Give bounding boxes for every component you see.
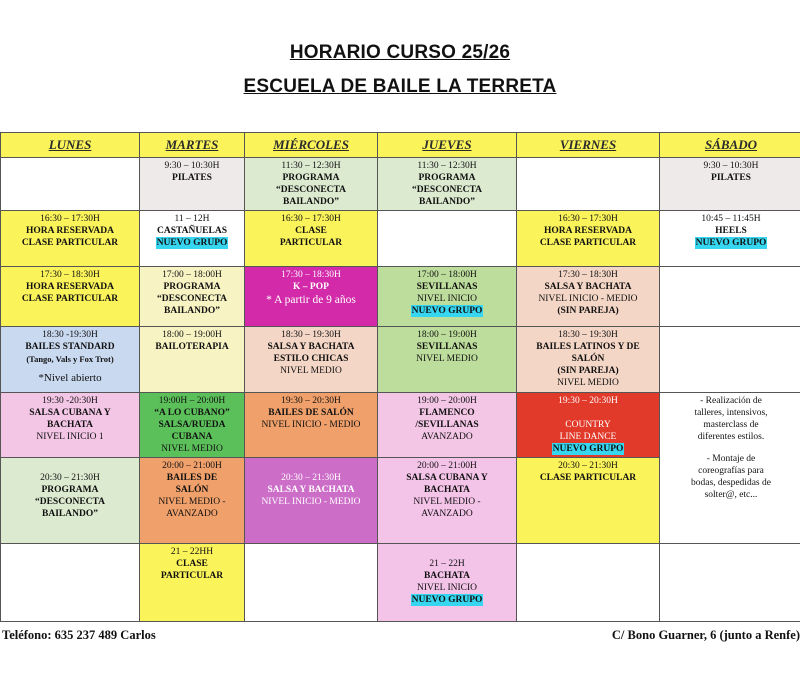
class-level: AVANZADO <box>166 509 218 519</box>
class-time: 18:00 – 19:00H <box>162 330 222 340</box>
class-cell <box>517 211 660 267</box>
class-cell <box>245 393 378 458</box>
class-name: BAILES STANDARD <box>25 342 115 352</box>
class-name: HORA RESERVADA <box>26 226 114 236</box>
class-level: NIVEL MEDIO - <box>413 497 481 507</box>
class-cell <box>140 211 245 267</box>
class-time: 20:30 – 21:30H <box>558 461 618 471</box>
class-name: PROGRAMA <box>163 282 221 292</box>
class-cell <box>1 211 140 267</box>
class-name: K – POP <box>293 282 329 292</box>
new-group-badge: NUEVO GRUPO <box>411 595 483 605</box>
class-time: 17:30 – 18:30H <box>281 270 341 280</box>
class-name: BACHATA <box>46 420 94 430</box>
class-time: 20:00 – 21:00H <box>417 461 477 471</box>
class-level: NIVEL MEDIO <box>416 354 478 364</box>
class-cell <box>245 267 378 327</box>
class-note: * A partir de 9 años <box>266 294 356 306</box>
class-time: 19:30 -20:30H <box>42 396 98 406</box>
class-time: 18:30 – 19:30H <box>281 330 341 340</box>
class-note: *Nivel abierto <box>38 372 102 384</box>
note-line: bodas, despedidas de <box>691 478 771 488</box>
schedule-row <box>1 393 800 458</box>
note-line: coreografías para <box>698 466 764 476</box>
class-name: CLASE PARTICULAR <box>21 238 119 248</box>
class-cell <box>378 458 517 544</box>
class-time: 17:00 – 18:00H <box>417 270 477 280</box>
class-time: 16:30 – 17:30H <box>281 214 341 224</box>
class-name: SALSA/RUEDA <box>158 420 226 430</box>
class-name: CUBANA <box>171 432 213 442</box>
class-time: 21 – 22HH <box>170 547 214 557</box>
class-name: PARTICULAR <box>160 571 224 581</box>
class-name: PILATES <box>172 173 212 183</box>
class-time: 20:30 – 21:30H <box>40 473 100 483</box>
class-name: BAILANDO” <box>419 197 475 207</box>
class-name: LINE DANCE <box>559 432 617 442</box>
class-time: 16:30 – 17:30H <box>40 214 100 224</box>
class-time: 17:30 – 18:30H <box>40 270 100 280</box>
class-level: NIVEL INICIO 1 <box>36 432 104 442</box>
footer-phone: Teléfono: 635 237 489 Carlos <box>2 628 156 642</box>
class-cell <box>245 327 378 393</box>
empty-cell <box>245 544 378 622</box>
empty-cell <box>378 211 517 267</box>
class-cell <box>245 158 378 211</box>
note-line: talleres, intensivos, <box>694 408 768 418</box>
class-name: SALÓN <box>175 485 209 495</box>
class-name: PROGRAMA <box>418 173 476 183</box>
class-time: 18:30 -19:30H <box>42 330 98 340</box>
class-name: BACHATA <box>423 485 471 495</box>
class-name: CLASE PARTICULAR <box>539 473 637 483</box>
schedule-row <box>1 267 800 327</box>
empty-cell <box>660 267 800 327</box>
class-name: /SEVILLANAS <box>415 420 479 430</box>
class-name: SALSA Y BACHATA <box>267 342 355 352</box>
class-time: 11:30 – 12:30H <box>281 161 341 171</box>
class-name: PROGRAMA <box>282 173 340 183</box>
class-level: NIVEL INICIO <box>416 294 478 304</box>
day-header-martes: MARTES <box>140 133 245 158</box>
class-time: 19:30 – 20:30H <box>281 396 341 406</box>
schedule-row <box>1 544 800 622</box>
class-name: SEVILLANAS <box>416 342 478 352</box>
class-level: NIVEL INICIO - MEDIO <box>261 497 361 507</box>
class-name: FLAMENCO <box>419 408 475 418</box>
class-name: BAILES LATINOS Y DE <box>536 342 640 352</box>
class-name: CLASE <box>176 559 208 569</box>
class-cell <box>378 393 517 458</box>
class-name: BACHATA <box>423 571 471 581</box>
class-time: 11 – 12H <box>174 214 210 224</box>
class-cell <box>517 458 660 544</box>
new-group-badge: NUEVO GRUPO <box>156 238 228 248</box>
class-cell <box>245 458 378 544</box>
class-name: SALÓN <box>571 354 605 364</box>
schedule-table <box>0 132 800 622</box>
saturday-notes <box>660 393 800 544</box>
class-name: PILATES <box>711 173 751 183</box>
day-header-viernes: VIERNES <box>517 133 660 158</box>
schedule-title: HORARIO CURSO 25/26 <box>289 42 511 63</box>
class-name: BAILANDO” <box>283 197 339 207</box>
class-time: 21 – 22H <box>429 559 465 569</box>
class-time: 20:00 – 21:00H <box>162 461 222 471</box>
class-cell <box>140 158 245 211</box>
class-cell <box>660 211 800 267</box>
note-line: diferentes estilos. <box>697 432 765 442</box>
class-level: NIVEL INICIO <box>416 583 478 593</box>
note-line: - Montaje de <box>706 454 756 464</box>
empty-cell <box>660 544 800 622</box>
class-cell <box>140 327 245 393</box>
class-name: BAILANDO” <box>164 306 220 316</box>
note-line: solter@, etc... <box>704 490 758 500</box>
class-time: 19:30 – 20:30H <box>558 396 618 406</box>
class-level: NIVEL MEDIO - <box>158 497 226 507</box>
class-cell <box>378 327 517 393</box>
empty-cell <box>517 544 660 622</box>
class-name: SEVILLANAS <box>416 282 478 292</box>
class-name: CLASE PARTICULAR <box>539 238 637 248</box>
empty-cell <box>660 327 800 393</box>
note-line: masterclass de <box>703 420 759 430</box>
class-subtitle: (Tango, Vals y Fox Trot) <box>26 354 114 364</box>
empty-cell <box>1 158 140 211</box>
footer-address: C/ Bono Guarner, 6 (junto a Renfe) <box>611 628 800 642</box>
class-name: BAILANDO” <box>42 509 98 519</box>
class-time: 10:45 – 11:45H <box>701 214 761 224</box>
class-name: “DESCONECTA <box>275 185 347 195</box>
day-header-sabado: SÁBADO <box>660 133 800 158</box>
new-group-badge: NUEVO GRUPO <box>695 238 767 248</box>
class-name: COUNTRY <box>565 420 611 430</box>
class-cell <box>378 544 517 622</box>
class-name: CLASE PARTICULAR <box>21 294 119 304</box>
class-name: “A LO CUBANO” <box>154 408 230 418</box>
class-level: NIVEL MEDIO <box>557 378 619 388</box>
class-time: 16:30 – 17:30H <box>558 214 618 224</box>
class-level: NIVEL MEDIO <box>161 444 223 454</box>
day-header-row <box>1 133 800 158</box>
class-name: SALSA CUBANA Y <box>406 473 488 483</box>
class-name: PARTICULAR <box>279 238 343 248</box>
class-cell <box>140 458 245 544</box>
class-cell <box>660 158 800 211</box>
class-name: HORA RESERVADA <box>26 282 114 292</box>
class-level: AVANZADO <box>421 509 473 519</box>
class-name: ESTILO CHICAS <box>273 354 349 364</box>
class-level: NIVEL INICIO - MEDIO <box>261 420 361 430</box>
class-time: 9:30 – 10:30H <box>703 161 759 171</box>
class-cell <box>1 267 140 327</box>
schedule-row <box>1 211 800 267</box>
class-cell <box>140 267 245 327</box>
class-cell <box>1 458 140 544</box>
class-time: 19:00H – 20:00H <box>158 396 226 406</box>
class-time: 18:30 – 19:30H <box>558 330 618 340</box>
class-name: BAILES DE SALÓN <box>268 408 354 418</box>
class-time: 17:30 – 18:30H <box>558 270 618 280</box>
class-time: 9:30 – 10:30H <box>164 161 220 171</box>
day-header-lunes: LUNES <box>1 133 140 158</box>
empty-cell <box>1 544 140 622</box>
class-name: “DESCONECTA <box>156 294 228 304</box>
class-cell <box>140 544 245 622</box>
class-time: 18:00 – 19:00H <box>417 330 477 340</box>
class-extra: (SIN PAREJA) <box>557 366 619 376</box>
class-name: SALSA Y BACHATA <box>544 282 632 292</box>
class-time: 11:30 – 12:30H <box>417 161 477 171</box>
class-name: “DESCONECTA <box>411 185 483 195</box>
class-name: PROGRAMA <box>41 485 99 495</box>
class-cell <box>517 267 660 327</box>
class-level: AVANZADO <box>421 432 473 442</box>
class-extra: (SIN PAREJA) <box>557 306 619 316</box>
day-header-miercoles: MIÉRCOLES <box>245 133 378 158</box>
note-line: - Realización de <box>700 396 762 406</box>
class-name: SALSA CUBANA Y <box>29 408 111 418</box>
empty-cell <box>517 158 660 211</box>
class-name: BAILES DE <box>166 473 218 483</box>
class-name: HORA RESERVADA <box>544 226 632 236</box>
class-name: CLASE <box>295 226 327 236</box>
class-cell <box>140 393 245 458</box>
school-name: ESCUELA DE BAILE LA TERRETA <box>243 76 557 97</box>
class-name: HEELS <box>715 226 747 236</box>
class-name: CASTAÑUELAS <box>156 226 228 236</box>
new-group-badge: NUEVO GRUPO <box>411 306 483 316</box>
new-group-badge: NUEVO GRUPO <box>552 444 624 454</box>
class-name: SALSA Y BACHATA <box>267 485 355 495</box>
class-level: NIVEL MEDIO <box>280 366 342 376</box>
class-cell <box>1 393 140 458</box>
class-cell <box>517 327 660 393</box>
class-time: 20:30 – 21:30H <box>281 473 341 483</box>
class-cell <box>378 158 517 211</box>
class-time: 19:00 – 20:00H <box>417 396 477 406</box>
schedule-row <box>1 327 800 393</box>
class-name: BAILOTERAPIA <box>155 342 229 352</box>
class-cell <box>1 327 140 393</box>
class-cell <box>517 393 660 458</box>
class-cell <box>245 211 378 267</box>
class-name: “DESCONECTA <box>34 497 106 507</box>
day-header-jueves: JUEVES <box>378 133 517 158</box>
class-level: NIVEL INICIO - MEDIO <box>538 294 638 304</box>
schedule-row <box>1 158 800 211</box>
class-time: 17:00 – 18:00H <box>162 270 222 280</box>
class-cell <box>378 267 517 327</box>
